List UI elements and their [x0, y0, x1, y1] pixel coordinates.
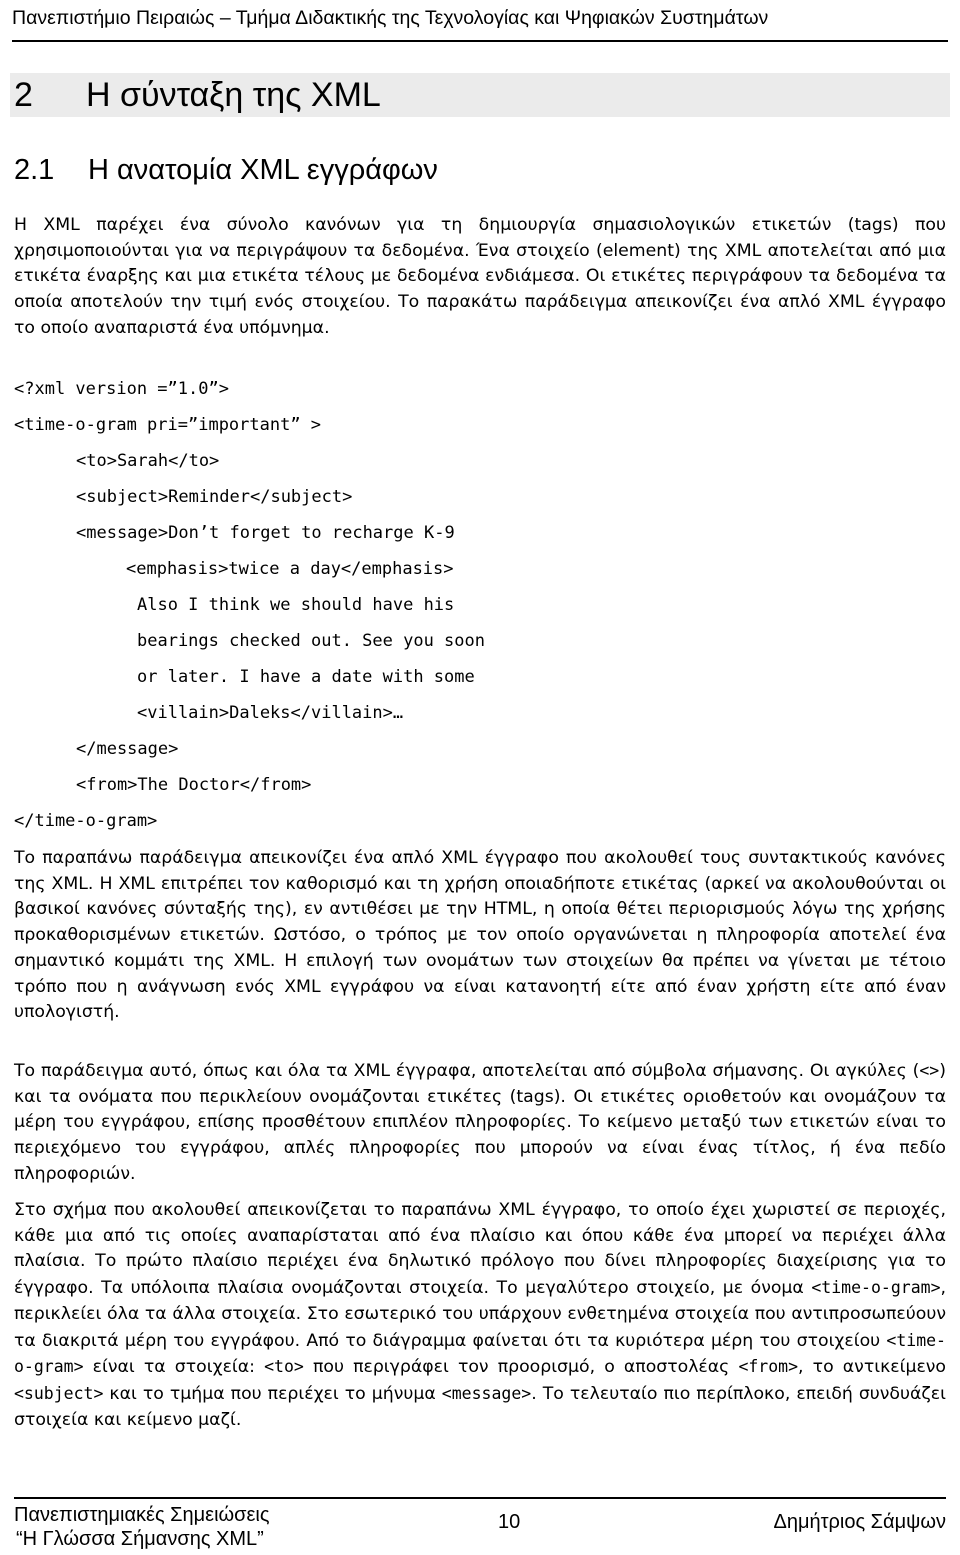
text-run: και το τμήμα που περιέχει το μήνυμα: [103, 1383, 442, 1404]
code-line: <?xml version =”1.0”>: [14, 379, 229, 399]
text-run: που περιγράφει τον προορισμό, ο αποστολέας: [303, 1357, 739, 1378]
code-line: </time-o-gram>: [14, 811, 158, 831]
page-footer: [14, 1497, 946, 1551]
running-header: Πανεπιστήμιο Πειραιώς – Τμήμα Διδακτικής της Τεχνολογίας και Ψηφιακών Συστημάτων: [12, 4, 948, 42]
text-run: είναι τα στοιχεία:: [83, 1357, 265, 1378]
footer-author: Δημήτριος Σάμψων: [773, 1511, 946, 1533]
inline-code: <from>: [738, 1357, 799, 1377]
intro-paragraph: Η XML παρέχει ένα σύνολο κανόνων για τη δημιουργία σημασιολογικών ετικετών (tags) που χρησιμοποιούνται για να περιγράψουν τα δεδομένα. Ένα στοιχείο (element) της XML αποτελείται από μια ετικέτα έναρξης και μια ετικέτα τέλους με δεδομένα ενδιάμεσα. Οι ετικέτες περιγράφουν τα δεδομένα τα οποία αποτελούν την τιμή ενός στοιχείου. Το παρακάτω παράδειγμα απεικονίζει ένα απλό XML έγγραφο το οποίο αναπαριστά ένα υπόμνημα.: [14, 215, 946, 338]
inline-code: <message>: [441, 1383, 532, 1403]
code-line: <from>The Doctor</from>: [76, 775, 312, 795]
chapter-heading: [10, 73, 950, 117]
code-line: or later. I have a date with some: [137, 667, 475, 687]
code-line: <subject>Reminder</subject>: [76, 487, 353, 507]
text-run: Στο σχήμα που ακολουθεί απεικονίζεται το παραπάνω XML έγγραφο, το οποίο έχει χωριστεί σε περιοχές, κάθε μια από τις οποίες αναπαρίσταται από ένα πλαίσιο και όπου κάθε ένα μπορεί να περιέχει άλλα πλαίσια. Το πρώτο πλαίσιο περιέχει ένα δηλωτικό πρόλογο που δίνει πληροφορίες διαχείρισης για το έγγραφο. Τα υπόλοιπα πλαίσια ονομάζονται στοιχεία. Το μεγαλύτερο στοιχείο, με όνομα: [14, 1200, 946, 1299]
section-number: 2.1: [14, 154, 55, 186]
code-line: <time-o-gram pri=”important” >: [14, 415, 322, 435]
inline-code: <time-o-gram>: [14, 1330, 946, 1377]
code-line: <message>Don’t forget to recharge K-9: [76, 523, 455, 543]
footer-line: “Η Γλώσσα Σήμανσης XML”: [16, 1528, 264, 1550]
code-line: Also I think we should have his: [137, 595, 455, 615]
paragraph-markup: [14, 1058, 946, 1188]
code-line: <to>Sarah</to>: [76, 451, 220, 471]
page-number: 10: [498, 1511, 521, 1533]
chapter-title: Η σύνταξη της XML: [86, 76, 381, 114]
text-run: . Το τελευταίο πιο περίπλοκο, επειδή συνδυάζει στοιχεία και κείμενο μαζί.: [14, 1383, 946, 1430]
code-line: bearings checked out. See you soon: [137, 631, 485, 651]
code-line: <emphasis>twice a day</emphasis>: [126, 559, 454, 579]
inline-code: <subject>: [14, 1383, 104, 1403]
code-line: </message>: [76, 739, 179, 759]
code-line: <villain>Daleks</villain>…: [137, 703, 404, 723]
paragraph-explanation: Το παραπάνω παράδειγμα απεικονίζει ένα απλό XML έγγραφο που ακολουθεί τους συντακτικούς κανόνες της XML. Η XML επιτρέπει τον καθορισμό και τη χρήση οποιαδήποτε ετικέτας (αρκεί να ακολουθούνται οι βασικοί κανόνες σύνταξής της), εν αντιθέσει με την HTML, η οποία θέτει περιορισμούς λόγω της χρήσης προκαθορισμένων ετικετών. Ωστόσο, ο τρόπος με τον οποίο οργανώνεται η πληροφορία αποτελεί ένα σημαντικό κομμάτι της XML. Η επιλογή των ονομάτων των στοιχείων θα πρέπει να γίνεται με τέτοιο τρόπο που η ανάγνωση ενός XML εγγράφου να είναι κατανοητή είτε από έναν χρήστη είτε από έναν υπολογιστή.: [14, 848, 946, 1023]
inline-code: <>: [919, 1061, 940, 1080]
footer-course-title: [14, 1503, 270, 1551]
chapter-number: 2: [14, 76, 33, 114]
section-title: Η ανατομία XML εγγράφων: [88, 154, 438, 186]
footer-line: Πανεπιστημιακές Σημειώσεις: [14, 1504, 270, 1526]
inline-code: <time-o-gram>: [811, 1278, 941, 1298]
text-run: Το παράδειγμα αυτό, όπως και όλα τα XML έγγραφα, αποτελείται από σύμβολα σήμανσης. Οι αγκύλες (: [14, 1061, 920, 1081]
text-run: ) και τα ονόματα που περικλείουν ονομάζονται ετικέτες (tags). Οι ετικέτες οριοθετούν και ονομάζουν τα μέρη του εγγράφου, επίσης προσθέτουν επιπλέον πληροφορίες. Το κείμενο μεταξύ των ετικετών είναι το περιεχόμενο του εγγράφου, απλές πληροφορίες που μπορούν να είναι ένας τίτλος, ή ένα πεδίο πληροφοριών.: [14, 1061, 946, 1184]
text-run: , περικλείει όλα τα άλλα στοιχεία. Στο εσωτερικό του υπάρχουν ενθετημένα στοιχεία που αντιπροσωπεύουν τα διακριτά μέρη του εγγράφου. Από το διάγραμμα φαίνεται ότι τα κυριότερα μέρη του στοιχείου: [14, 1278, 946, 1351]
paragraph-structure: [14, 1198, 946, 1433]
text-run: , το αντικείμενο: [798, 1357, 947, 1378]
inline-code: <to>: [264, 1357, 304, 1377]
section-heading: [14, 150, 438, 190]
